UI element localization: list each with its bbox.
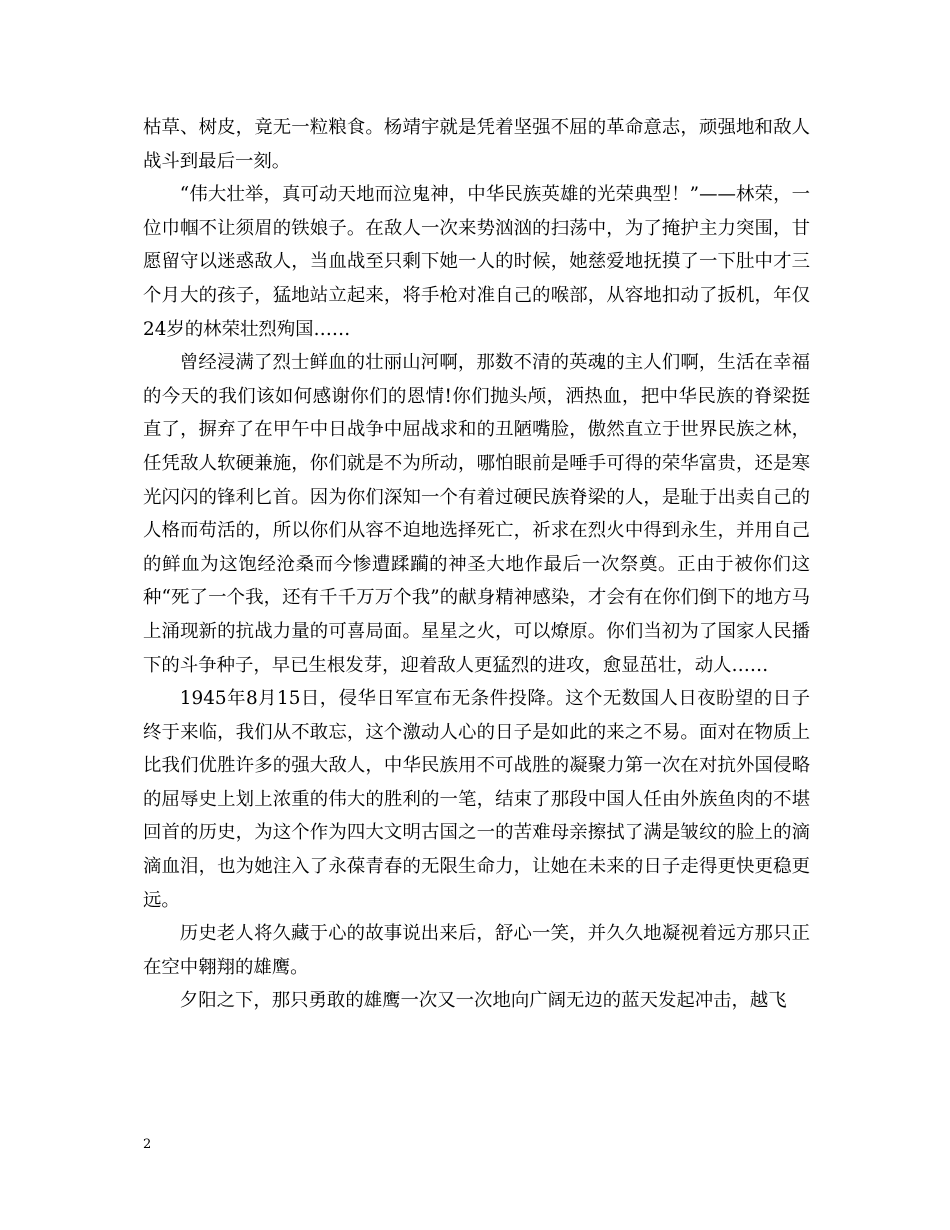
paragraph-5: 历史老人将久藏于心的故事说出来后，舒心一笑，并久久地凝视着远方那只正在空中翱翔的雄鹰。: [143, 923, 810, 978]
paragraph-4: 1945年8月15日，侵华日军宣布无条件投降。这个无数国人日夜盼望的日子终于来临，我们从不敢忘，这个激动人心的日子是如此的来之不易。面对在物质上比我们优胜许多的强大敌人，中华民族用不可战胜的凝聚力第一次在对抗外国侵略的屈辱史上划上浓重的伟大的胜利的一笔，结束了那段中国人任由外族鱼肉的不堪回首的历史，为这个作为四大文明古国之一的苦难母亲擦拭了满是皱纹的脸上的滴滴血泪，也为她注入了永葆青春的无限生命力，让她在未来的日子走得更快更稳更远。: [143, 688, 810, 911]
paragraph-6: 夕阳之下，那只勇敢的雄鹰一次又一次地向广阔无边的蓝天发起冲击，越飞: [179, 990, 787, 1012]
paragraph-3: 曾经浸满了烈士鲜血的壮丽山河啊，那数不清的英魂的主人们啊，生活在幸福的今天的我们该如何感谢你们的恩情!你们抛头颅，洒热血，把中华民族的脊梁挺直了，摒弃了在甲午中日战争中屈战求和的丑陋嘴脸，傲然直立于世界民族之林，任凭敌人软硬兼施，你们就是不为所动，哪怕眼前是唾手可得的荣华富贵，还是寒光闪闪的锋利匕首。因为你们深知一个有着过硬民族脊梁的人，是耻于出卖自己的人格而苟活的，所以你们从容不迫地选择死亡，祈求在烈火中得到永生，并用自己的鲜血为这饱经沧桑而今惨遭蹂躏的神圣大地作最后一次祭奠。正由于被你们这种“死了一个我，还有千千万万个我”的献身精神感染，才会有在你们倒下的地方马上涌现新的抗战力量的可喜局面。星星之火，可以燎原。你们当初为了国家人民播下的斗争种子，早已生根发芽，迎着敌人更猛烈的进攻，愈显茁壮，动人……: [143, 352, 810, 676]
body-text: [143, 111, 810, 1018]
paragraph-1: 枯草、树皮，竟无一粒粮食。杨靖宇就是凭着坚强不屈的革命意志，顽强地和敌人战斗到最后一刻。: [143, 117, 810, 172]
page-number: 2: [143, 1137, 152, 1152]
paragraph-2: “伟大壮举，真可动天地而泣鬼神，中华民族英雄的光荣典型！”——林荣，一位巾帼不让须眉的铁娘子。在敌人一次来势汹汹的扫荡中，为了掩护主力突围，甘愿留守以迷惑敌人，当血战至只剩下她一人的时候，她慈爱地抚摸了一下肚中才三个月大的孩子，猛地站立起来，将手枪对准自己的喉部，从容地扣动了扳机，年仅24岁的林荣壮烈殉国……: [143, 184, 810, 340]
